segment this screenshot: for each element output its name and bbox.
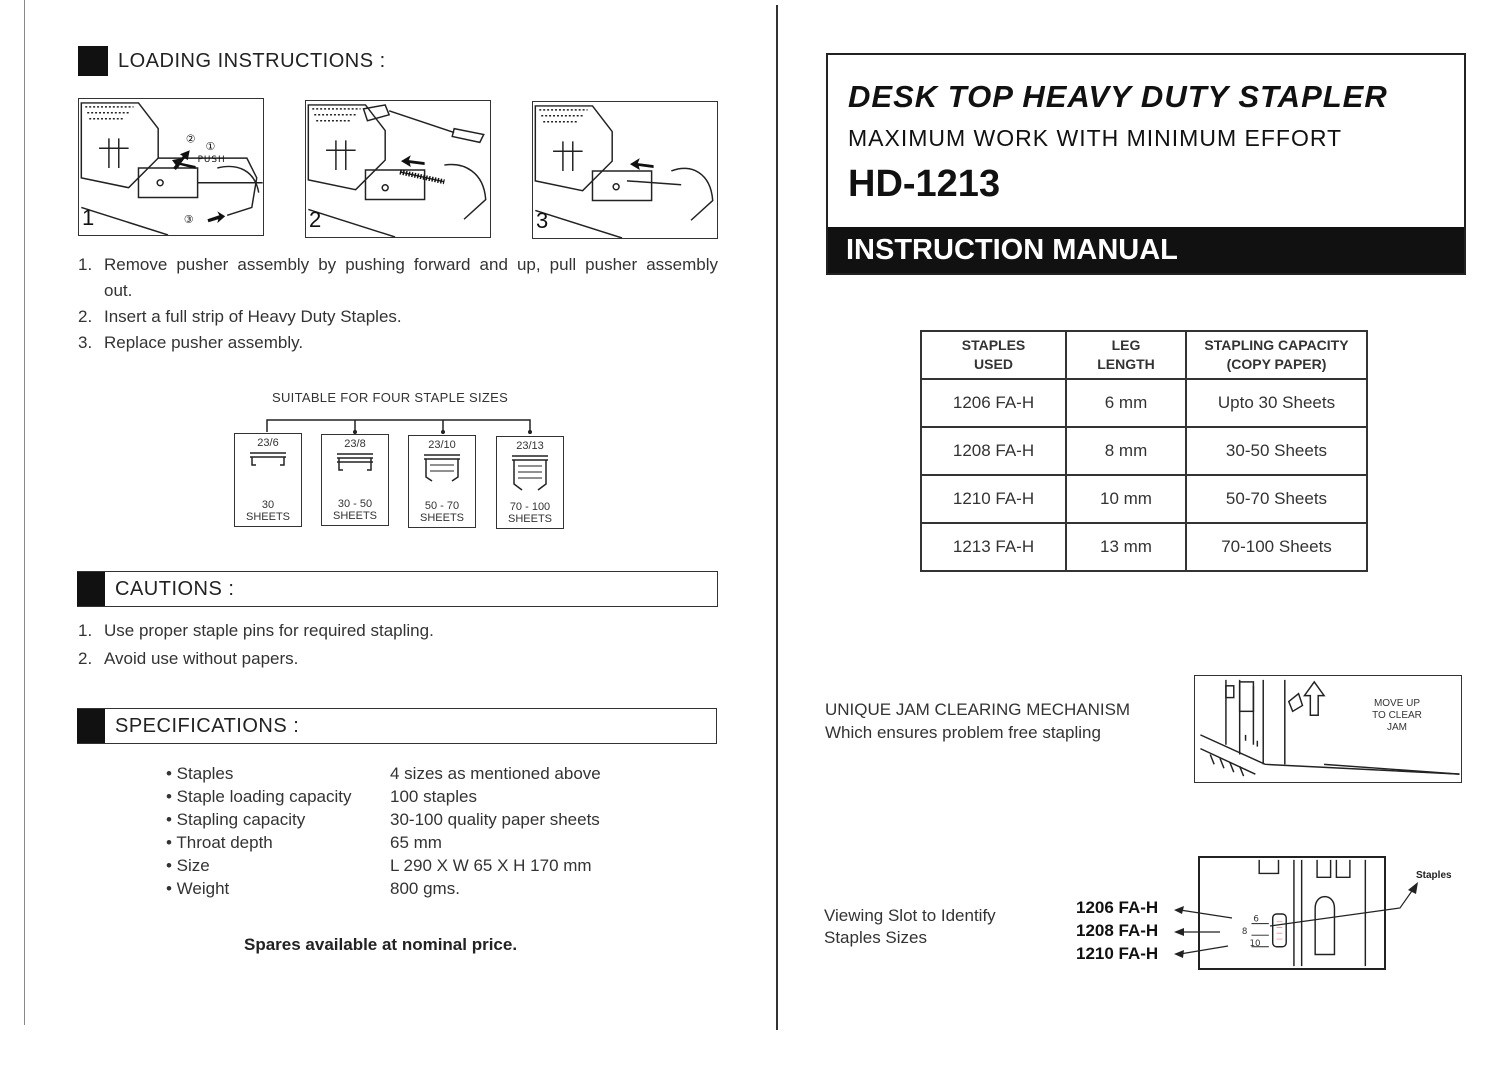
loading-title: LOADING INSTRUCTIONS : — [118, 49, 386, 72]
specifications-title: SPECIFICATIONS : — [115, 714, 300, 737]
page-fold — [776, 5, 778, 1030]
table-row: 1208 FA-H 8 mm 30-50 Sheets — [921, 427, 1367, 475]
jam-note-text: MOVE UP TO CLEAR JAM — [1372, 698, 1422, 733]
list-item: 1. Remove pusher assembly by pushing forward and up, pull pusher assembly out. — [78, 255, 718, 300]
spec-row: • Throat depth 65 mm — [166, 833, 442, 852]
jam-clearing-text: UNIQUE JAM CLEARING MECHANISM Which ensures problem free stapling — [825, 700, 1131, 742]
figure-number: 2 — [309, 207, 322, 232]
loading-figure-2 — [305, 100, 491, 238]
stapler-push-illustration-icon — [79, 99, 263, 235]
list-item: 2. Avoid use without papers. — [78, 649, 299, 668]
spares-note: Spares available at nominal price. — [244, 935, 518, 954]
figure-number: 1 — [82, 205, 95, 230]
svg-text:6: 6 — [1253, 914, 1259, 925]
staple-sizes-title: SUITABLE FOR FOUR STAPLE SIZES — [272, 390, 509, 405]
list-item: 3. Replace pusher assembly. — [78, 333, 304, 352]
staple-size-card: 23/6 30 SHEETS — [234, 433, 302, 527]
stapling-capacity-table — [920, 330, 1368, 572]
staple-size-card: 23/10 50 - 70 SHEETS — [408, 435, 476, 528]
viewing-slot-codes: 1206 FA-H 1208 FA-H 1210 FA-H — [1076, 898, 1159, 963]
svg-text:10: 10 — [1249, 938, 1261, 949]
table-row: 1206 FA-H 6 mm Upto 30 Sheets — [921, 379, 1367, 427]
size-connector-lines-icon — [260, 414, 550, 438]
list-item: 1. Use proper staple pins for required stapling. — [78, 621, 434, 640]
staple-13mm-icon — [508, 452, 552, 492]
heading-square-icon — [78, 46, 108, 76]
viewing-slot-text: Viewing Slot to Identify Staples Sizes — [824, 906, 996, 947]
svg-text:②: ② — [185, 132, 196, 146]
table-row: 1213 FA-H 13 mm 70-100 Sheets — [921, 523, 1367, 571]
table-row: 1210 FA-H 10 mm 50-70 Sheets — [921, 475, 1367, 523]
svg-text:8: 8 — [1241, 927, 1248, 938]
staple-8mm-icon — [333, 450, 377, 476]
manual-banner: INSTRUCTION MANUAL — [828, 227, 1464, 273]
stapler-pull-pusher-illustration-icon — [306, 101, 490, 237]
spec-row: • Weight 800 gms. — [166, 879, 460, 898]
table-header-row — [921, 331, 1367, 379]
loading-figure-3 — [532, 101, 718, 239]
jam-clearing-figure — [1194, 675, 1462, 783]
specifications-heading — [77, 708, 717, 744]
staples-label: Staples — [1416, 870, 1452, 881]
loading-heading — [78, 46, 386, 76]
stapler-replace-pusher-illustration-icon — [533, 102, 717, 238]
svg-text:①: ① — [205, 140, 216, 154]
figure-number: 3 — [536, 208, 549, 233]
loading-steps — [78, 252, 718, 356]
column-header: LEG LENGTH — [1066, 331, 1186, 379]
cover-title-box — [826, 53, 1466, 275]
staple-size-card: 23/13 70 - 100 SHEETS — [496, 436, 564, 529]
loading-figure-1 — [78, 98, 264, 236]
spec-row: • Stapling capacity 30-100 quality paper sheets — [166, 810, 600, 829]
right-page — [780, 0, 1500, 1083]
cautions-heading — [77, 571, 718, 607]
list-item: 2. Insert a full strip of Heavy Duty Staples. — [78, 307, 402, 326]
column-header: STAPLES USED — [921, 331, 1066, 379]
heading-square-icon — [77, 709, 105, 743]
svg-text:③: ③ — [183, 213, 194, 227]
product-title: DESK TOP HEAVY DUTY STAPLER — [848, 79, 1388, 114]
staple-10mm-icon — [420, 451, 464, 483]
staple-size-card: 23/8 30 - 50 SHEETS — [321, 434, 389, 526]
spec-row: • Staple loading capacity 100 staples — [166, 787, 477, 806]
column-header: STAPLING CAPACITY (COPY PAPER) — [1186, 331, 1367, 379]
spec-row: • Staples 4 sizes as mentioned above — [166, 764, 601, 783]
svg-text:PUSH: PUSH — [197, 155, 226, 166]
specifications-list — [166, 762, 601, 900]
spec-row: • Size L 290 X W 65 X H 170 mm — [166, 856, 592, 875]
cautions-title: CAUTIONS : — [115, 577, 235, 600]
model-number: HD-1213 — [848, 163, 1001, 205]
staple-6mm-icon — [246, 449, 290, 471]
slot-pointer-arrows-icon — [1170, 880, 1440, 970]
heading-square-icon — [77, 572, 105, 606]
product-tagline: MAXIMUM WORK WITH MINIMUM EFFORT — [848, 125, 1343, 151]
cautions-list — [78, 617, 434, 673]
